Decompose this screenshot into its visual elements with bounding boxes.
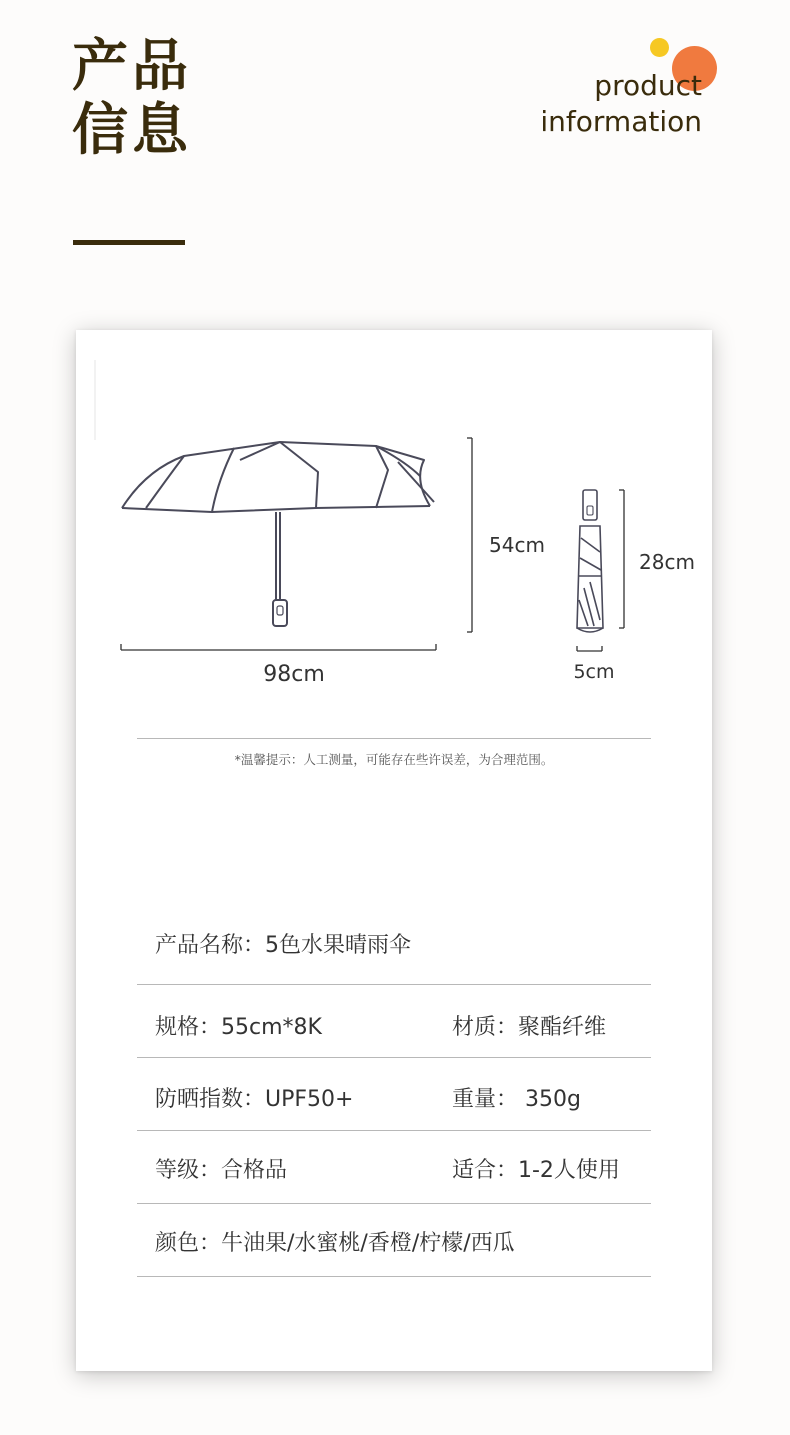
spec-capacity: 适合：1-2人使用 (452, 1158, 620, 1183)
spec-material: 材质：聚酯纤维 (452, 1015, 607, 1040)
umbrella-dimension-diagram (76, 330, 712, 730)
title-cn-line1: 产品 (72, 33, 192, 99)
product-info-card (76, 330, 712, 1371)
folded-height-label: 28cm (639, 550, 695, 574)
folded-width-label: 5cm (573, 661, 615, 683)
spec-grade: 等级：合格品 (155, 1158, 288, 1183)
divider (137, 738, 651, 739)
page-title-en (540, 68, 702, 140)
spec-colors: 颜色：牛油果/水蜜桃/香橙/柠檬/西瓜 (155, 1231, 515, 1256)
page-title-cn (72, 34, 192, 162)
spec-size: 规格：55cm*8K (155, 1015, 322, 1040)
title-en-line1: product (594, 69, 702, 102)
measurement-hint: *温馨提示：人工测量，可能存在些许误差，为合理范围。 (234, 752, 554, 767)
spec-product-name: 产品名称：5色水果晴雨伞 (155, 933, 411, 958)
decor-yellow-dot (650, 38, 669, 57)
divider (137, 1276, 651, 1277)
folded-umbrella-icon (577, 490, 603, 632)
title-cn-line2: 信息 (72, 97, 192, 163)
divider (137, 1130, 651, 1131)
open-umbrella-icon (122, 442, 434, 626)
spec-weight: 重量： 350g (452, 1087, 581, 1112)
spec-upf: 防晒指数：UPF50+ (155, 1087, 354, 1112)
title-underline (73, 240, 185, 245)
divider (137, 984, 651, 985)
open-width-label: 98cm (263, 662, 325, 687)
divider (137, 1203, 651, 1204)
divider (137, 1057, 651, 1058)
open-height-label: 54cm (489, 533, 545, 557)
title-en-line2: information (540, 105, 702, 138)
